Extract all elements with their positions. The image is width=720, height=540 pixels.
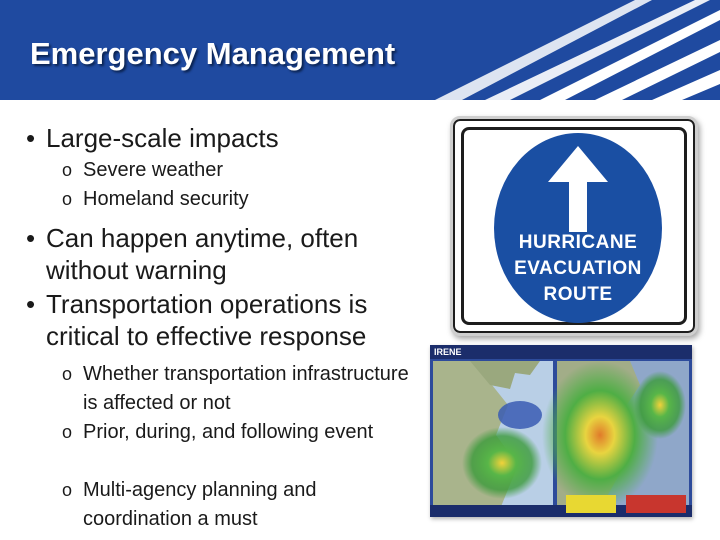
sub-bullet-text: Homeland security bbox=[83, 188, 249, 210]
up-arrow-icon bbox=[542, 146, 614, 232]
bullet-item bbox=[26, 122, 416, 154]
sub-bullet-item bbox=[62, 360, 422, 418]
sub-bullet-item bbox=[62, 476, 382, 534]
bullet-item bbox=[26, 222, 416, 286]
storm-name-banner: IRENE bbox=[434, 347, 462, 357]
bullet-item bbox=[26, 288, 416, 352]
sub-bullet-glyph: o bbox=[62, 189, 73, 209]
sign-line-1: HURRICANE bbox=[518, 232, 638, 253]
sub-bullet-text: Multi-agency planning and coordination a must bbox=[83, 479, 317, 530]
sign-line-3: ROUTE bbox=[543, 284, 613, 305]
bullet-glyph: • bbox=[26, 123, 36, 153]
sub-bullet-glyph: o bbox=[62, 160, 73, 180]
sub-bullet-text: Prior, during, and following event bbox=[83, 421, 374, 443]
slide-header bbox=[0, 0, 720, 100]
sub-bullet-glyph: o bbox=[62, 422, 73, 442]
road-lines-graphic bbox=[390, 0, 720, 100]
bullet-text: Large-scale impacts bbox=[46, 123, 279, 153]
bullet-text: Can happen anytime, often without warning bbox=[46, 223, 359, 285]
hurricane-evacuation-sign bbox=[450, 116, 698, 336]
bullet-glyph: • bbox=[26, 223, 36, 253]
sub-bullet-text: Whether transportation infrastructure is affected or not bbox=[83, 363, 409, 414]
bullet-glyph: • bbox=[26, 289, 36, 319]
sub-bullet-glyph: o bbox=[62, 364, 73, 384]
sub-bullet-item bbox=[62, 418, 382, 447]
sub-bullet-glyph: o bbox=[62, 480, 73, 500]
weather-radar-image bbox=[430, 345, 692, 517]
sub-bullet-item bbox=[62, 185, 422, 214]
bullet-text: Transportation operations is critical to effective response bbox=[46, 289, 368, 351]
sign-line-2: EVACUATION bbox=[514, 258, 642, 279]
slide-title: Emergency Management bbox=[30, 36, 396, 71]
sub-bullet-item bbox=[62, 156, 422, 185]
sub-bullet-text: Severe weather bbox=[83, 159, 224, 181]
radar-map-graphic bbox=[430, 345, 692, 517]
sign-border bbox=[461, 127, 687, 325]
